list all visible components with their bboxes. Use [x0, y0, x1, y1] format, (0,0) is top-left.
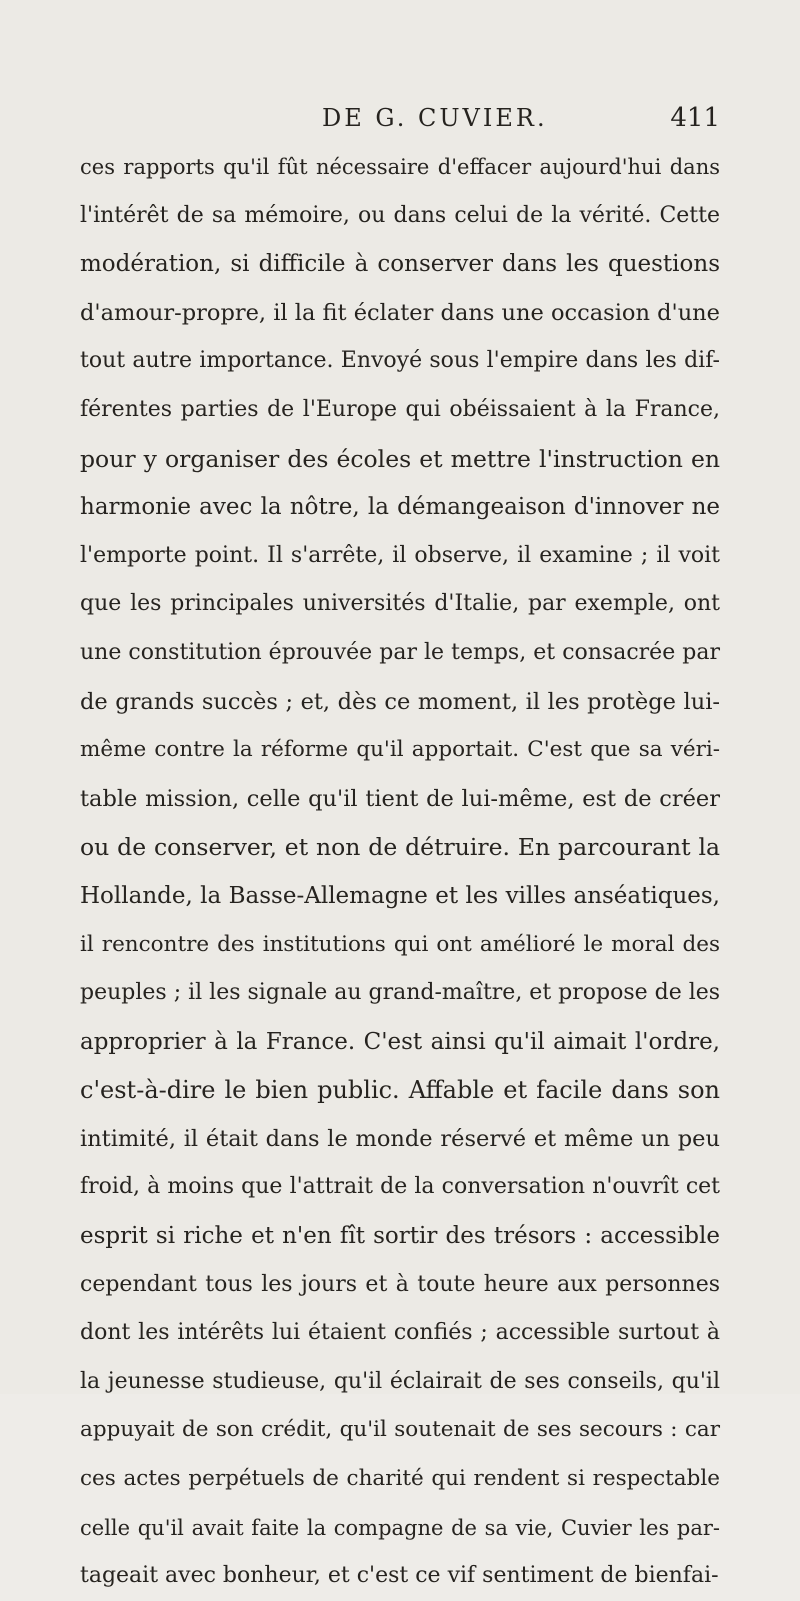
text-line: tout autre importance. Envoyé sous l'empire dans les dif-	[80, 348, 720, 374]
text-line: l'emporte point. Il s'arrête, il observe, il examine ; il voit	[80, 542, 720, 568]
text-line: esprit si riche et n'en fît sortir des trésors : accessible	[80, 1223, 720, 1250]
text-line: ces rapports qu'il fût nécessaire d'effacer aujourd'hui dans	[80, 155, 720, 179]
text-line: d'amour-propre, il la fit éclater dans une occasion d'une	[80, 299, 720, 326]
text-line: ou de conserver, et non de détruire. En parcourant la	[80, 833, 720, 862]
text-line: il rencontre des institutions qui ont amélioré le moral des	[80, 931, 720, 957]
text-line: dont les intérêts lui étaient confiés ; accessible surtout à	[80, 1320, 720, 1346]
text-line: férentes parties de l'Europe qui obéissaient à la France,	[80, 396, 720, 422]
running-head	[80, 98, 720, 138]
body-text	[80, 143, 720, 1601]
text-line: tageait avec bonheur, et c'est ce vif sentiment de bienfai-	[80, 1563, 719, 1589]
text-line: que les principales universités d'Italie, par exemple, ont	[80, 591, 720, 617]
text-line: froid, à moins que l'attrait de la conversation n'ouvrît cet	[80, 1174, 720, 1200]
text-line: approprier à la France. C'est ainsi qu'il aimait l'ordre,	[80, 1028, 720, 1055]
text-line: une constitution éprouvée par le temps, et consacrée par	[80, 639, 720, 665]
text-line: la jeunesse studieuse, qu'il éclairait de ses conseils, qu'il	[80, 1368, 720, 1394]
text-line: pour y organiser des écoles et mettre l'instruction en	[80, 444, 720, 473]
text-line: l'intérêt de sa mémoire, ou dans celui de la vérité. Cette	[80, 202, 720, 228]
text-line: c'est-à-dire le bien public. Affable et facile dans son	[80, 1076, 720, 1105]
text-line: cependant tous les jours et à toute heure aux personnes	[80, 1271, 720, 1297]
text-line: peuples ; il les signale au grand-maître, et propose de les	[80, 980, 721, 1006]
running-title: DE G. CUVIER.	[322, 104, 548, 132]
text-line: table mission, celle qu'il tient de lui-même, est de créer	[80, 785, 720, 812]
text-line: ces actes perpétuels de charité qui rendent si respectable	[80, 1466, 720, 1492]
text-line: harmonie avec la nôtre, la démangeaison d'innover ne	[80, 494, 720, 521]
page-number: 411	[670, 103, 720, 133]
text-line: même contre la réforme qu'il apportait. C'est que sa véri-	[80, 737, 720, 763]
text-line: celle qu'il avait faite la compagne de sa vie, Cuvier les par-	[80, 1515, 720, 1540]
text-line: modération, si difficile à conserver dans les questions	[80, 251, 720, 278]
text-line: appuyait de son crédit, qu'il soutenait de ses secours : car	[80, 1417, 720, 1443]
text-line: Hollande, la Basse-Allemagne et les villes anséatiques,	[80, 882, 720, 909]
text-line: intimité, il était dans le monde réservé et même un peu	[80, 1125, 720, 1152]
text-line: de grands succès ; et, dès ce moment, il les protège lui-	[80, 688, 720, 715]
